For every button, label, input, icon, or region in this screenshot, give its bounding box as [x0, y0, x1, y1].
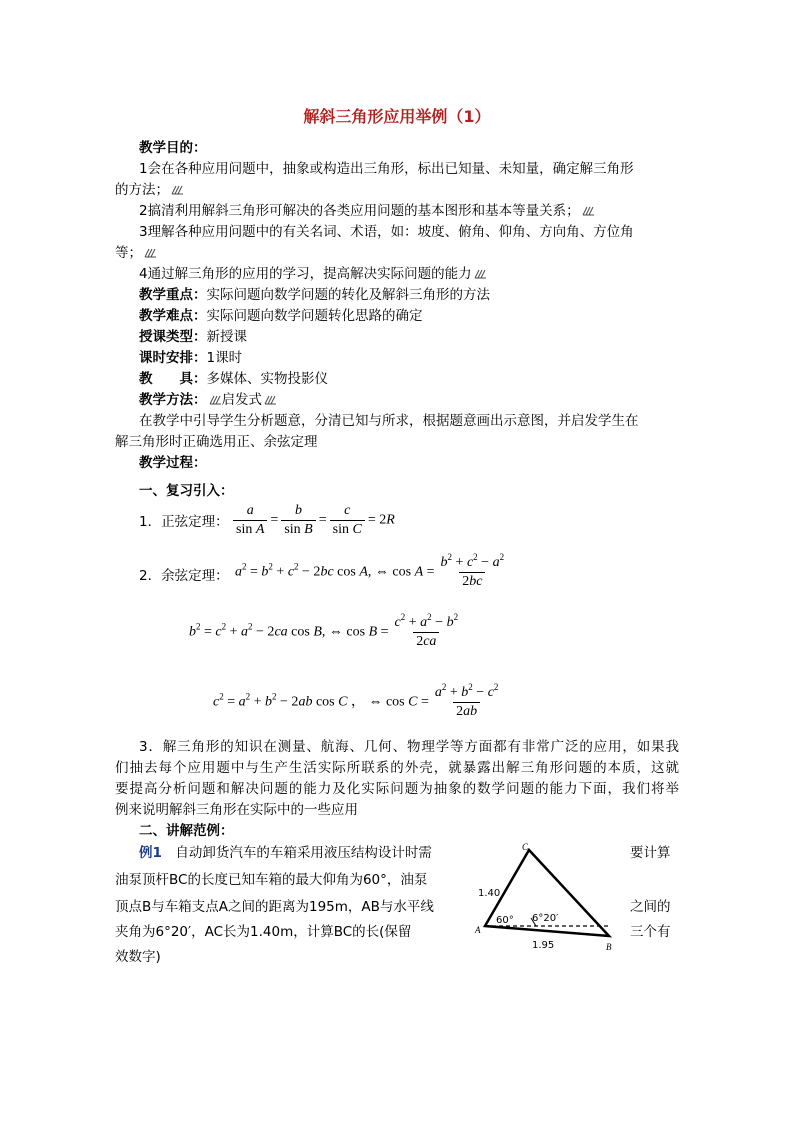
cosine-law-formula-c: $c^2 = a^2 + b^2 - 2ab$ cos C ， ⇔ cos C = $\frac{a^2 + b^2 - c^2}{2ab}$ — [213, 682, 499, 719]
example-line3-right: 之间的 — [630, 899, 671, 915]
angle-tilt-label: 6°20′ — [532, 913, 559, 924]
paragraph3-line1: 3．解三角形的知识在测量、航海、几何、物理学等方面都有非常广泛的应用，如果我 — [139, 739, 679, 755]
vertex-c-label: C — [522, 842, 529, 852]
process-heading: 教学过程： — [139, 455, 207, 471]
paragraph3-line3: 要提高分析问题和解决问题的能力及化实际问题为抽象的数学问题的能力下面，我们将举 — [115, 781, 679, 797]
cosine-law-formula-a: $a^2 = b^2 + c^2 - 2bc$ cos A, ⇔ cos A = $\frac{b^2 + c^2 - a^2}{2bc}$ — [235, 552, 505, 589]
side-ac-label: 1.40 — [478, 888, 501, 899]
info-difficulties: 教学难点：实际问题向数学问题转化思路的确定 — [139, 308, 423, 324]
triangle-figure — [470, 838, 620, 958]
objective-4-line1: 4通过解三角形的应用的学习，提高解决实际问题的能力 — [139, 264, 487, 284]
objective-3-line1: 3理解各种应用问题中的有关名词、术语，如：坡度、俯角、仰角、方向角、方位角 — [139, 224, 634, 240]
pen-marks-icon — [582, 206, 595, 216]
method-text-line1: 在教学中引导学生分析题意，分清已知与所求，根据题意画出示意图，并启发学生在 — [139, 413, 639, 429]
example-line3: 顶点B与车箱支点A之间的距离为195m，AB与水平线 — [115, 899, 434, 915]
example-line1: 例1 自动卸货汽车的车箱采用液压结构设计时需 — [139, 845, 432, 861]
pen-marks-icon — [171, 185, 184, 195]
pen-marks-icon — [144, 248, 157, 258]
vertex-b-label: B — [606, 942, 612, 952]
sine-law-label: 1．正弦定理： — [139, 514, 229, 530]
side-ab-label: 1.95 — [532, 940, 555, 951]
method-text-line2: 解三角形时正确选用正、余弦定理 — [115, 434, 318, 450]
page-title: 解斜三角形应用举例（1） — [303, 107, 491, 126]
objective-1-line2: 的方法； — [115, 180, 184, 200]
example-line4-right: 三个有 — [630, 924, 671, 940]
pen-marks-icon — [264, 395, 277, 405]
example-line4: 夹角为6°20′，AC长为1.40m，计算BC的长(保留 — [115, 924, 412, 940]
cosine-law-formula-b: $b^2 = c^2 + a^2 - 2ca$ cos B, ⇔ cos B = $\frac{c^2 + a^2 - b^2}{2ca}$ — [189, 612, 459, 649]
pen-marks-icon — [209, 395, 222, 405]
paragraph3-line4: 例来说明解斜三角形在实际中的一些应用 — [115, 802, 358, 818]
objective-2-line1: 2搞清利用解斜三角形可解决的各类应用问题的基本图形和基本等量关系； — [139, 201, 595, 221]
example-line2: 油泵顶杆BC的长度已知车箱的最大仰角为60°，油泵 — [115, 872, 428, 888]
info-lesson-type: 授课类型：新授课 — [139, 329, 247, 345]
objectives-heading: 教学目的： — [139, 140, 207, 156]
section2-heading: 二、讲解范例： — [139, 823, 234, 839]
example-line5: 效数字) — [115, 949, 161, 965]
example-line1-right: 要计算 — [630, 845, 671, 861]
angle-a-label: 60° — [496, 915, 514, 926]
info-method: 教学方法： 启发式 — [139, 390, 277, 410]
objective-3-line2: 等； — [115, 243, 157, 263]
info-key-points: 教学重点：实际问题向数学问题的转化及解斜三角形的方法 — [139, 287, 490, 303]
info-schedule: 课时安排：1课时 — [139, 350, 243, 366]
section1-heading: 一、复习引入： — [139, 483, 234, 499]
pen-marks-icon — [474, 269, 487, 279]
cosine-law-label: 2．余弦定理： — [139, 568, 229, 584]
sine-law-formula: $\frac{a}{\text{sin A}}$ = $\frac{b}{\text{sin B}}$ = $\frac{c}{\text{sin C}}$ = 2R — [230, 502, 395, 539]
objective-1-line1: 1会在各种应用问题中，抽象或构造出三角形，标出已知量、未知量，确定解三角形 — [139, 161, 634, 177]
vertex-a-label: A — [475, 925, 481, 935]
info-equipment: 教 具：多媒体、实物投影仪 — [139, 371, 328, 387]
paragraph3-line2: 们抽去每个应用题中与生产生活实际所联系的外壳，就暴露出解三角形问题的本质，这就 — [115, 760, 679, 776]
